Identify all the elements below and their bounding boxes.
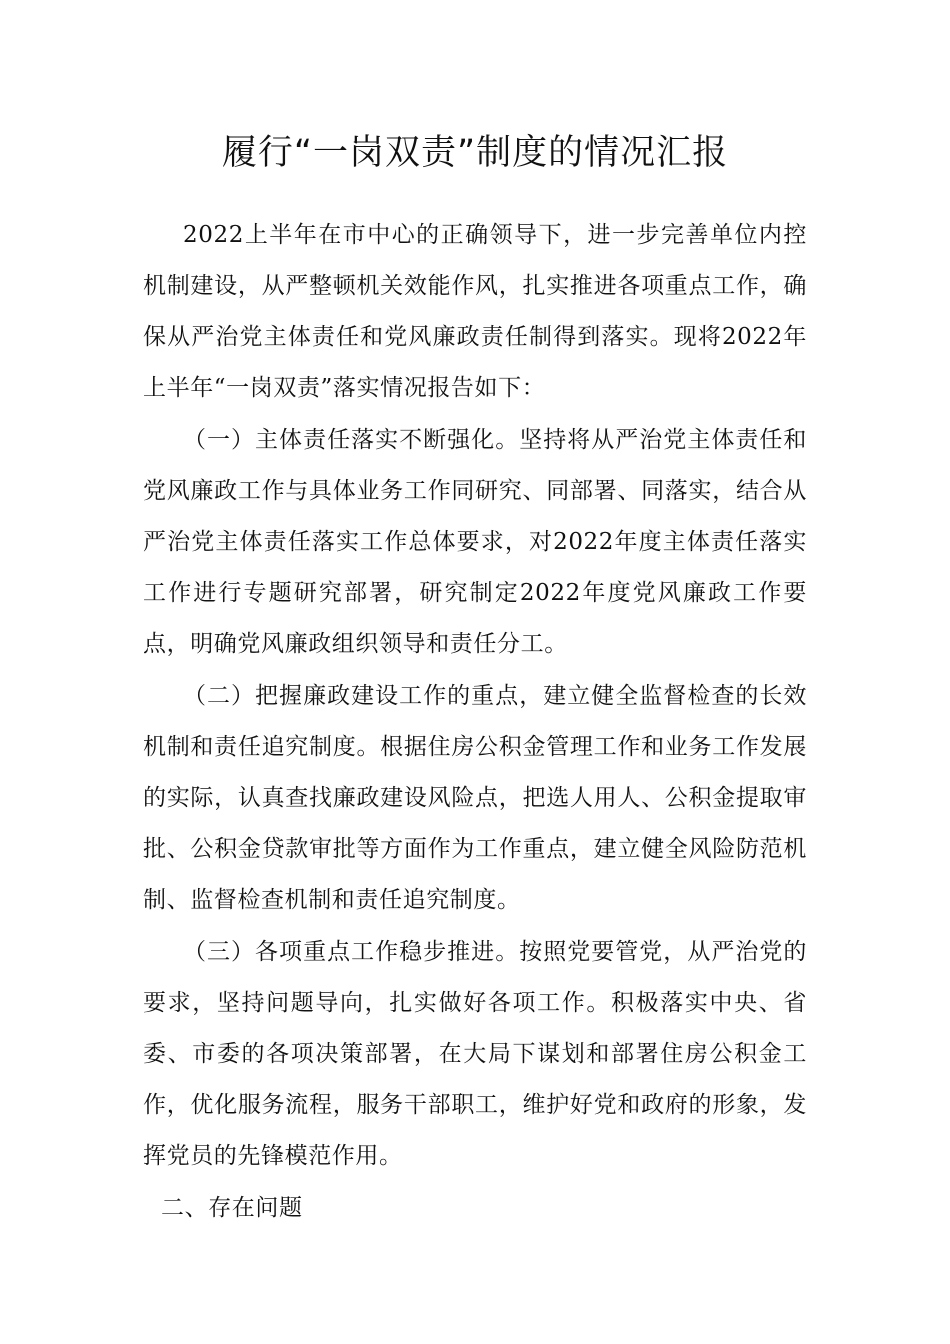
document-title: 履行“一岗双责”制度的情况汇报	[221, 133, 729, 173]
paragraph-2: （二）把握廉政建设工作的重点，建立健全监督检查的长效机制和责任追究制度。根据住房公积金管理工作和业务工作发展的实际，认真查找廉政建设风险点，把选人用人、公积金提取审批、公积金贷款审批等方面作为工作重点，建立健全风险防范机制、监督检查机制和责任追究制度。	[143, 683, 807, 913]
intro-paragraph: 2022上半年在市中心的正确领导下，进一步完善单位内控机制建设，从严整顿机关效能作风，扎实推进各项重点工作，确保从严治党主体责任和党风廉政责任制得到落实。现将2022年上半年“一岗双责”落实情况报告如下：	[143, 222, 807, 401]
paragraph-1: （一）主体责任落实不断强化。坚持将从严治党主体责任和党风廉政工作与具体业务工作同研究、同部署、同落实，结合从严治党主体责任落实工作总体要求，对2022年度主体责任落实工作进行专题研究部署，研究制定2022年度党风廉政工作要点，明确党风廉政组织领导和责任分工。	[143, 427, 807, 657]
paragraph-3: （三）各项重点工作稳步推进。按照党要管党，从严治党的要求，坚持问题导向，扎实做好各项工作。积极落实中央、省委、市委的各项决策部署，在大局下谋划和部署住房公积金工作，优化服务流程，服务干部职工，维护好党和政府的形象，发挥党员的先锋模范作用。	[143, 939, 807, 1169]
document-body	[143, 210, 807, 1234]
section-heading-problems: 二、存在问题	[161, 1195, 303, 1221]
